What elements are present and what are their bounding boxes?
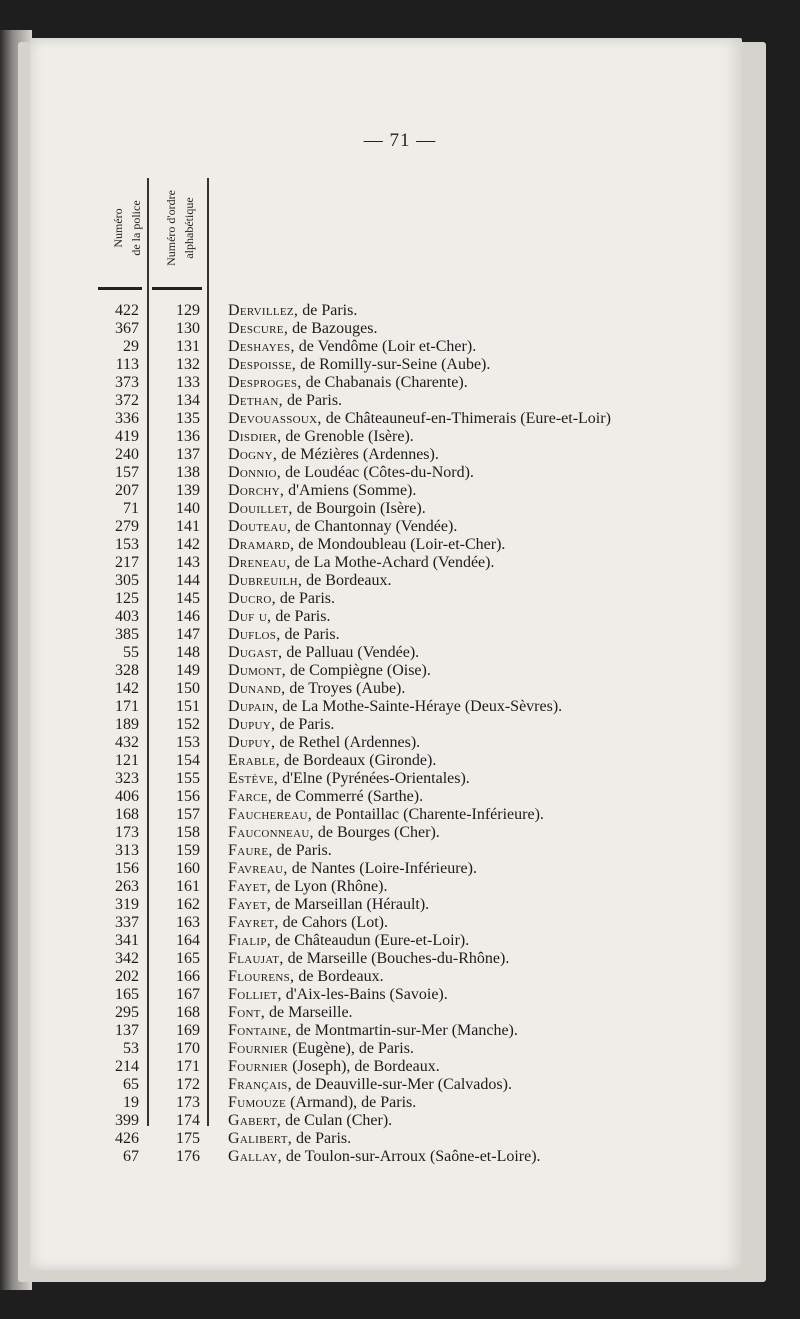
entry-text xyxy=(228,698,562,716)
table-row xyxy=(0,1058,800,1076)
entry-name: Font, xyxy=(228,1004,266,1021)
police-number: 426 xyxy=(115,1130,139,1147)
entry-location: de Bourgoin (Isère). xyxy=(292,500,426,517)
entry-location: de Palluau (Vendée). xyxy=(282,644,420,661)
police-number: 173 xyxy=(115,824,139,841)
entry-name: Favreau, xyxy=(228,860,288,877)
police-number: 156 xyxy=(115,860,139,877)
order-number: 157 xyxy=(176,806,200,823)
entry-location: de Compiègne (Oise). xyxy=(286,662,431,679)
entry-name: Douteau, xyxy=(228,518,292,535)
entry-name: Dogny, xyxy=(228,446,278,463)
entry-name: Duflos, xyxy=(228,626,281,643)
police-number: 336 xyxy=(115,410,139,427)
entry-location: (Eugène), de Paris. xyxy=(288,1040,414,1057)
entry-text xyxy=(228,1040,414,1058)
entry-location: de Culan (Cher). xyxy=(281,1112,393,1129)
entry-name: Gabert, xyxy=(228,1112,282,1129)
order-number: 162 xyxy=(176,896,200,913)
order-number: 150 xyxy=(176,680,200,697)
table-row xyxy=(0,410,800,428)
order-number: 169 xyxy=(176,1022,200,1039)
entry-name: Fumouze xyxy=(228,1094,287,1111)
police-number: 125 xyxy=(115,590,139,607)
entry-location: de Deauville-sur-Mer (Calvados). xyxy=(291,1076,512,1093)
order-number: 154 xyxy=(176,752,200,769)
entry-text xyxy=(228,590,335,608)
entry-name: Fialip, xyxy=(228,932,272,949)
entry-text xyxy=(228,500,426,518)
entry-text xyxy=(228,1130,351,1148)
table-row xyxy=(0,302,800,320)
entry-name: Fournier xyxy=(228,1058,289,1075)
order-number: 145 xyxy=(176,590,200,607)
table-row xyxy=(0,1094,800,1112)
police-number: 65 xyxy=(123,1076,139,1093)
table-row xyxy=(0,338,800,356)
entry-name: Disdier, xyxy=(228,428,282,445)
order-number: 138 xyxy=(176,464,200,481)
entry-name: Fontaine, xyxy=(228,1022,292,1039)
table-row xyxy=(0,824,800,842)
police-number: 202 xyxy=(115,968,139,985)
police-number: 342 xyxy=(115,950,139,967)
entry-location: de Mézières (Ardennes). xyxy=(277,446,439,463)
table-row xyxy=(0,806,800,824)
entry-location: de Rethel (Ardennes). xyxy=(275,734,421,751)
entry-location: de Marseille (Bouches-du-Rhône). xyxy=(283,950,510,967)
order-number: 148 xyxy=(176,644,200,661)
entry-name: Français, xyxy=(228,1076,292,1093)
entry-name: Dethan, xyxy=(228,392,283,409)
entry-location: de Romilly-sur-Seine (Aube). xyxy=(296,356,491,373)
entry-location: de Cahors (Lot). xyxy=(278,914,388,931)
entry-name: Deshayes, xyxy=(228,338,295,355)
entry-location: de Grenoble (Isère). xyxy=(281,428,414,445)
entry-location: de Paris. xyxy=(292,1130,352,1147)
column-header-order-line2: alphabétique xyxy=(182,196,196,259)
table-row xyxy=(0,770,800,788)
order-number: 163 xyxy=(176,914,200,931)
entry-name: Dumont, xyxy=(228,662,286,679)
entry-name: Desproges, xyxy=(228,374,302,391)
register-table xyxy=(0,302,800,1166)
order-number: 141 xyxy=(176,518,200,535)
entry-location: de Paris. xyxy=(298,302,358,319)
entry-location: d'Elne (Pyrénées-Orientales). xyxy=(278,770,470,787)
entry-text xyxy=(228,608,330,626)
table-row xyxy=(0,1130,800,1148)
entry-location: de Bourges (Cher). xyxy=(313,824,440,841)
police-number: 337 xyxy=(115,914,139,931)
entry-text xyxy=(228,518,457,536)
order-number: 159 xyxy=(176,842,200,859)
table-row xyxy=(0,320,800,338)
entry-name: Dubreuilh, xyxy=(228,572,303,589)
order-number: 167 xyxy=(176,986,200,1003)
table-row xyxy=(0,482,800,500)
entry-text xyxy=(228,914,388,932)
police-number: 207 xyxy=(115,482,139,499)
entry-text xyxy=(228,680,405,698)
table-row xyxy=(0,446,800,464)
entry-location: de Loudéac (Côtes-du-Nord). xyxy=(281,464,474,481)
entry-location: de Mondoubleau (Loir-et-Cher). xyxy=(294,536,506,553)
entry-location: de Chabanais (Charente). xyxy=(301,374,468,391)
entry-name: Gallay, xyxy=(228,1148,282,1165)
order-number: 142 xyxy=(176,536,200,553)
entry-text xyxy=(228,464,474,482)
entry-text xyxy=(228,770,470,788)
entry-text xyxy=(228,626,340,644)
police-number: 319 xyxy=(115,896,139,913)
entry-text xyxy=(228,1004,353,1022)
entry-text xyxy=(228,752,436,770)
order-number: 139 xyxy=(176,482,200,499)
entry-location: de Toulon-sur-Arroux (Saône-et-Loire). xyxy=(281,1148,541,1165)
order-number: 172 xyxy=(176,1076,200,1093)
entry-name: Flourens, xyxy=(228,968,295,985)
entry-location: de Bordeaux. xyxy=(294,968,384,985)
header-rule-right xyxy=(152,287,202,290)
police-number: 217 xyxy=(115,554,139,571)
order-number: 136 xyxy=(176,428,200,445)
table-row xyxy=(0,374,800,392)
entry-location: de Bazouges. xyxy=(288,320,378,337)
police-number: 263 xyxy=(115,878,139,895)
table-row xyxy=(0,1040,800,1058)
table-row xyxy=(0,914,800,932)
entry-name: Descure, xyxy=(228,320,289,337)
police-number: 403 xyxy=(115,608,139,625)
police-number: 71 xyxy=(123,500,139,517)
entry-name: Dunand, xyxy=(228,680,286,697)
table-row xyxy=(0,1076,800,1094)
entry-name: Folliet, xyxy=(228,986,282,1003)
entry-location: de Nantes (Loire-Inférieure). xyxy=(287,860,477,877)
order-number: 146 xyxy=(176,608,200,625)
police-number: 385 xyxy=(115,626,139,643)
entry-name: Dervillez, xyxy=(228,302,299,319)
police-number: 53 xyxy=(123,1040,139,1057)
table-row xyxy=(0,1112,800,1130)
police-number: 399 xyxy=(115,1112,139,1129)
police-number: 137 xyxy=(115,1022,139,1039)
entry-location: de Lyon (Rhône). xyxy=(271,878,388,895)
order-number: 144 xyxy=(176,572,200,589)
table-row xyxy=(0,716,800,734)
entry-location: de Pontaillac (Charente-Inférieure). xyxy=(312,806,544,823)
entry-text xyxy=(228,968,384,986)
entry-text xyxy=(228,1148,541,1166)
order-number: 140 xyxy=(176,500,200,517)
order-number: 176 xyxy=(176,1148,200,1165)
police-number: 67 xyxy=(123,1148,139,1165)
table-row xyxy=(0,626,800,644)
order-number: 134 xyxy=(176,392,200,409)
table-row xyxy=(0,536,800,554)
order-number: 175 xyxy=(176,1130,200,1147)
entry-location: d'Aix-les-Bains (Savoie). xyxy=(281,986,448,1003)
entry-name: Erable, xyxy=(228,752,280,769)
entry-text xyxy=(228,878,387,896)
entry-text xyxy=(228,572,391,590)
entry-name: Dreneau, xyxy=(228,554,291,571)
table-row xyxy=(0,734,800,752)
entry-text xyxy=(228,1094,416,1112)
entry-location: de Paris. xyxy=(271,608,331,625)
table-row xyxy=(0,572,800,590)
order-number: 168 xyxy=(176,1004,200,1021)
police-number: 168 xyxy=(115,806,139,823)
column-header-police-line1: Numéro xyxy=(111,207,125,248)
police-number: 367 xyxy=(115,320,139,337)
order-number: 151 xyxy=(176,698,200,715)
entry-name: Douillet, xyxy=(228,500,293,517)
entry-name: Dupuy, xyxy=(228,716,276,733)
table-row xyxy=(0,608,800,626)
table-row xyxy=(0,428,800,446)
page-number: — 71 — xyxy=(363,130,437,151)
entry-text xyxy=(228,1076,512,1094)
entry-text xyxy=(228,950,509,968)
police-number: 432 xyxy=(115,734,139,751)
order-number: 174 xyxy=(176,1112,200,1129)
table-row xyxy=(0,842,800,860)
table-row xyxy=(0,554,800,572)
entry-text xyxy=(228,1112,392,1130)
entry-text xyxy=(228,410,611,428)
table-row xyxy=(0,932,800,950)
entry-name: Dramard, xyxy=(228,536,295,553)
entry-name: Dupain, xyxy=(228,698,279,715)
entry-location: de Châteaudun (Eure-et-Loir). xyxy=(271,932,470,949)
entry-name: Fauchereau, xyxy=(228,806,313,823)
entry-text xyxy=(228,302,357,320)
entry-text xyxy=(228,554,494,572)
police-number: 165 xyxy=(115,986,139,1003)
order-number: 166 xyxy=(176,968,200,985)
entry-location: de Paris. xyxy=(282,392,343,409)
police-number: 323 xyxy=(115,770,139,787)
entry-text xyxy=(228,446,439,464)
police-number: 157 xyxy=(115,464,139,481)
entry-text xyxy=(228,986,448,1004)
table-row xyxy=(0,698,800,716)
order-number: 137 xyxy=(176,446,200,463)
entry-location: de Paris. xyxy=(280,626,340,643)
entry-name: Fauconneau, xyxy=(228,824,314,841)
entry-text xyxy=(228,860,477,878)
entry-text xyxy=(228,806,544,824)
entry-location: de Montmartin-sur-Mer (Manche). xyxy=(291,1022,518,1039)
entry-location: de La Mothe-Sainte-Héraye (Deux-Sèvres). xyxy=(278,698,563,715)
police-number: 295 xyxy=(115,1004,139,1021)
order-number: 147 xyxy=(176,626,200,643)
entry-text xyxy=(228,338,476,356)
entry-name: Devouassoux, xyxy=(228,410,322,427)
entry-text xyxy=(228,374,468,392)
table-row xyxy=(0,788,800,806)
table-row xyxy=(0,878,800,896)
table-row xyxy=(0,464,800,482)
table-row xyxy=(0,518,800,536)
entry-text xyxy=(228,824,440,842)
entry-text xyxy=(228,842,332,860)
order-number: 152 xyxy=(176,716,200,733)
table-row xyxy=(0,1148,800,1166)
police-number: 121 xyxy=(115,752,139,769)
table-row xyxy=(0,986,800,1004)
order-number: 129 xyxy=(176,302,200,319)
entry-name: Dupuy, xyxy=(228,734,276,751)
entry-name: Farce, xyxy=(228,788,273,805)
entry-text xyxy=(228,320,377,338)
police-number: 422 xyxy=(115,302,139,319)
table-row xyxy=(0,860,800,878)
order-number: 135 xyxy=(176,410,200,427)
entry-name: Dorchy, xyxy=(228,482,285,499)
order-number: 156 xyxy=(176,788,200,805)
entry-name: Estève, xyxy=(228,770,279,787)
table-row xyxy=(0,500,800,518)
police-number: 29 xyxy=(123,338,139,355)
entry-text xyxy=(228,662,431,680)
order-number: 173 xyxy=(176,1094,200,1111)
entry-name: Fayet, xyxy=(228,896,272,913)
order-number: 132 xyxy=(176,356,200,373)
order-number: 155 xyxy=(176,770,200,787)
table-row xyxy=(0,392,800,410)
table-row xyxy=(0,590,800,608)
entry-name: Flaujat, xyxy=(228,950,284,967)
table-row xyxy=(0,662,800,680)
entry-location: de Châteauneuf-en-Thimerais (Eure-et-Loir) xyxy=(321,410,611,427)
entry-location: de Marseille. xyxy=(265,1004,353,1021)
order-number: 160 xyxy=(176,860,200,877)
order-number: 171 xyxy=(176,1058,200,1075)
entry-location: (Armand), de Paris. xyxy=(286,1094,417,1111)
police-number: 328 xyxy=(115,662,139,679)
entry-text xyxy=(228,896,429,914)
police-number: 372 xyxy=(115,392,139,409)
entry-location: de Bordeaux. xyxy=(302,572,392,589)
police-number: 419 xyxy=(115,428,139,445)
entry-text xyxy=(228,788,423,806)
entry-name: Faure, xyxy=(228,842,273,859)
entry-location: de Troyes (Aube). xyxy=(285,680,406,697)
entry-text xyxy=(228,356,490,374)
entry-text xyxy=(228,716,334,734)
column-header-order-line1: Numéro d'ordre xyxy=(164,189,178,266)
header-rule-left xyxy=(98,287,142,290)
entry-name: Donnio, xyxy=(228,464,282,481)
order-number: 153 xyxy=(176,734,200,751)
table-row xyxy=(0,644,800,662)
police-number: 279 xyxy=(115,518,139,535)
entry-name: Fayet, xyxy=(228,878,272,895)
entry-text xyxy=(228,734,420,752)
entry-location: de Vendôme (Loir et-Cher). xyxy=(294,338,477,355)
police-number: 113 xyxy=(115,356,139,373)
entry-location: de Bordeaux (Gironde). xyxy=(279,752,437,769)
entry-location: de Paris. xyxy=(275,590,336,607)
police-number: 171 xyxy=(115,698,139,715)
police-number: 55 xyxy=(123,644,139,661)
entry-text xyxy=(228,428,414,446)
entry-name: Dugast, xyxy=(228,644,283,661)
entry-location: de Commerré (Sarthe). xyxy=(272,788,424,805)
table-row xyxy=(0,752,800,770)
entry-location: de Marseillan (Hérault). xyxy=(271,896,430,913)
order-number: 165 xyxy=(176,950,200,967)
entry-name: Duf u, xyxy=(228,608,272,625)
column-header-police-line2: de la police xyxy=(129,199,143,256)
order-number: 170 xyxy=(176,1040,200,1057)
entry-text xyxy=(228,536,505,554)
entry-text xyxy=(228,932,469,950)
entry-location: de Paris. xyxy=(275,716,335,733)
order-number: 133 xyxy=(176,374,200,391)
entry-name: Fayret, xyxy=(228,914,279,931)
table-row xyxy=(0,1004,800,1022)
police-number: 341 xyxy=(115,932,139,949)
police-number: 19 xyxy=(123,1094,139,1111)
police-number: 153 xyxy=(115,536,139,553)
entry-text xyxy=(228,482,416,500)
entry-text xyxy=(228,644,419,662)
table-row xyxy=(0,356,800,374)
police-number: 406 xyxy=(115,788,139,805)
order-number: 164 xyxy=(176,932,200,949)
table-row xyxy=(0,1022,800,1040)
entry-location: d'Amiens (Somme). xyxy=(284,482,417,499)
entry-name: Ducro, xyxy=(228,590,276,607)
entry-text xyxy=(228,1022,518,1040)
police-number: 373 xyxy=(115,374,139,391)
entry-name: Despoisse, xyxy=(228,356,297,373)
table-row xyxy=(0,896,800,914)
entry-text xyxy=(228,392,342,410)
table-row xyxy=(0,680,800,698)
order-number: 131 xyxy=(176,338,200,355)
table-row xyxy=(0,950,800,968)
order-number: 158 xyxy=(176,824,200,841)
police-number: 189 xyxy=(115,716,139,733)
police-number: 305 xyxy=(115,572,139,589)
entry-location: de Paris. xyxy=(272,842,332,859)
entry-text xyxy=(228,1058,440,1076)
entry-location: (Joseph), de Bordeaux. xyxy=(288,1058,440,1075)
column-header-order-number xyxy=(150,175,210,280)
police-number: 240 xyxy=(115,446,139,463)
table-row xyxy=(0,968,800,986)
order-number: 130 xyxy=(176,320,200,337)
police-number: 313 xyxy=(115,842,139,859)
order-number: 143 xyxy=(176,554,200,571)
entry-location: de La Mothe-Achard (Vendée). xyxy=(290,554,495,571)
police-number: 214 xyxy=(115,1058,139,1075)
entry-name: Galibert, xyxy=(228,1130,293,1147)
entry-location: de Chantonnay (Vendée). xyxy=(291,518,458,535)
entry-name: Fournier xyxy=(228,1040,289,1057)
order-number: 161 xyxy=(176,878,200,895)
order-number: 149 xyxy=(176,662,200,679)
police-number: 142 xyxy=(115,680,139,697)
